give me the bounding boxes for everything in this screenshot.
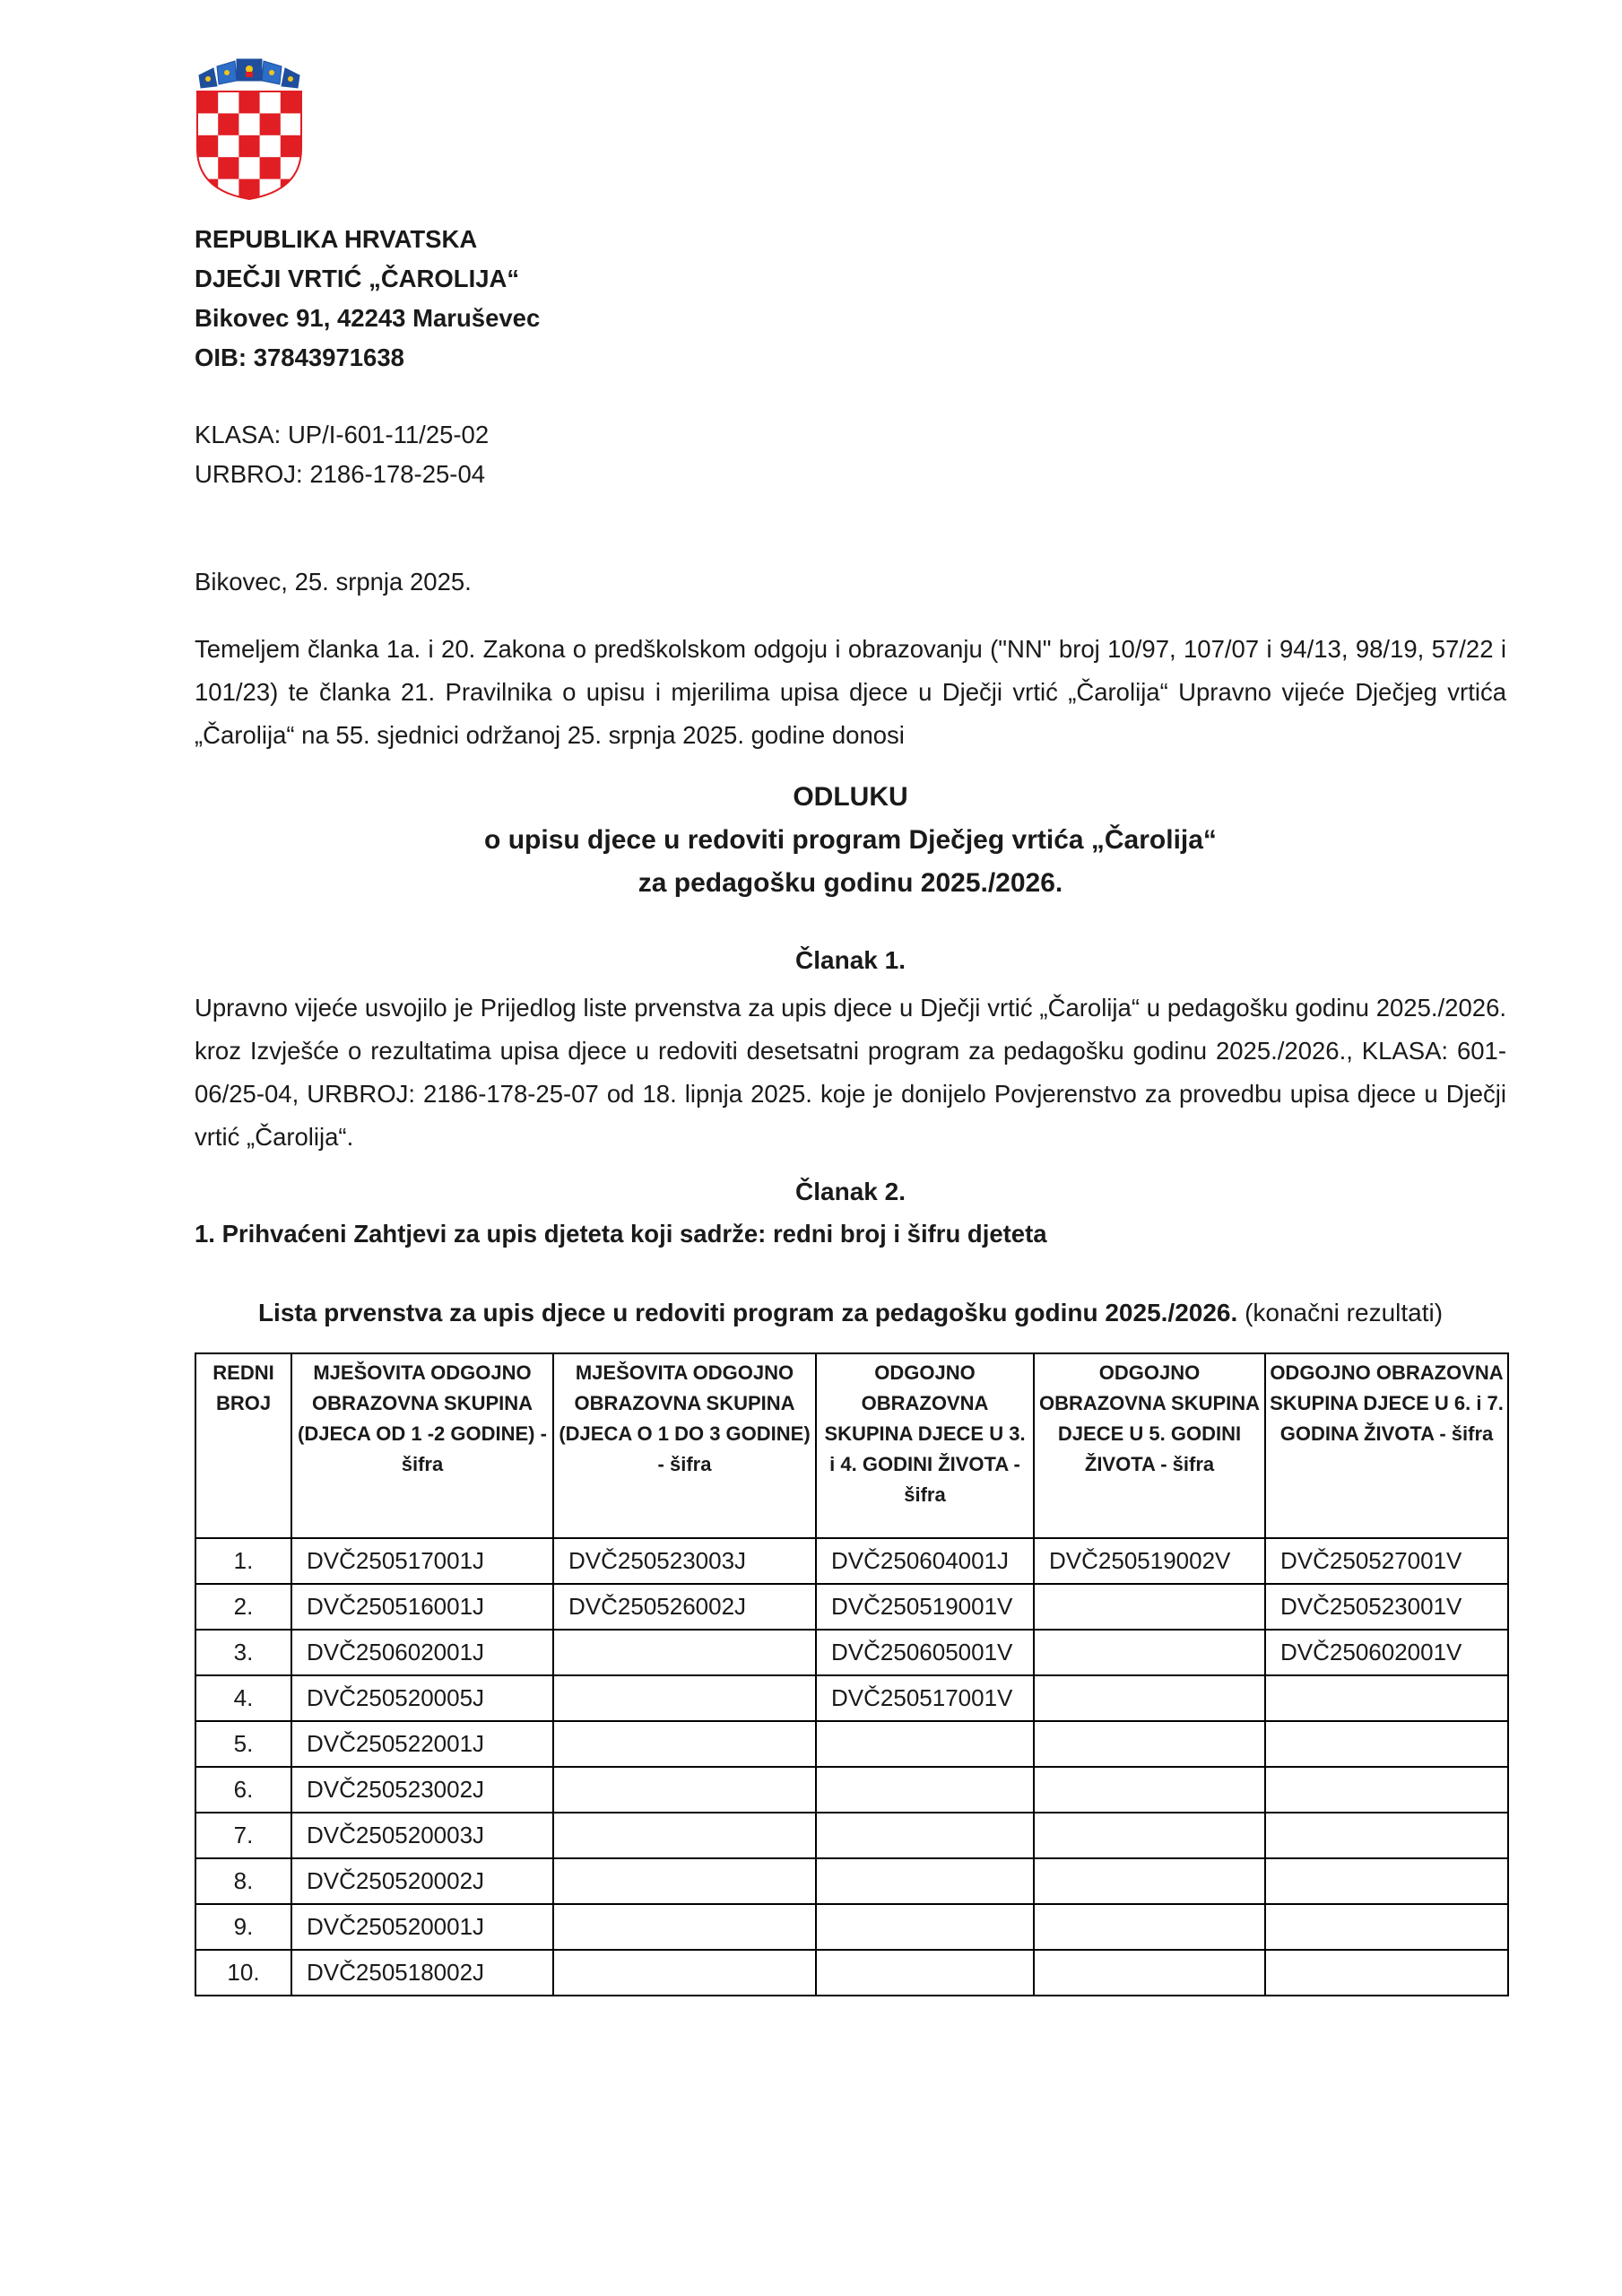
table-cell-ordinal: 8. <box>195 1858 291 1904</box>
list-title <box>195 1299 1506 1327</box>
table-cell: DVČ250523003J <box>553 1538 816 1584</box>
table-cell <box>1034 1721 1265 1767</box>
table-row <box>195 1630 1508 1675</box>
table-cell-ordinal: 7. <box>195 1813 291 1858</box>
table-cell-ordinal: 3. <box>195 1630 291 1675</box>
table-row <box>195 1950 1508 1996</box>
intro-paragraph <box>195 628 1506 757</box>
table-cell: DVČ250527001V <box>1265 1538 1508 1584</box>
table-cell-ordinal: 4. <box>195 1675 291 1721</box>
table-row <box>195 1584 1508 1630</box>
table-cell: DVČ250520005J <box>291 1675 553 1721</box>
table-cell <box>553 1721 816 1767</box>
table-cell <box>1265 1858 1508 1904</box>
table-cell-ordinal: 1. <box>195 1538 291 1584</box>
table-cell <box>1265 1675 1508 1721</box>
table-cell <box>1265 1904 1508 1950</box>
table-cell <box>1265 1813 1508 1858</box>
table-cell: DVČ250523001V <box>1265 1584 1508 1630</box>
decision-title-main: ODLUKU <box>793 782 908 812</box>
klasa-line: KLASA: UP/I-601-11/25-02 <box>195 421 490 448</box>
table-cell: DVČ250520001J <box>291 1904 553 1950</box>
institution-address: Bikovec 91, 42243 Maruševec <box>195 304 541 332</box>
table-cell <box>553 1904 816 1950</box>
croatian-coat-of-arms-icon <box>194 56 305 201</box>
intro-text: Temeljem članka 1a. i 20. Zakona o predškolskom odgoju i obrazovanju ("NN" broj 10/97, 107/07 i 94/13, 98/19, 57/22 i 101/23) te članka 21. Pravilnika o upisu i mjerilima upisa djece u Dječji vrtić „Čarolija“ Upravno vijeće Dječjeg vrtića „Čarolija“ na 55. sjednici održanoj 25. srpnja 2025. godine donosi <box>195 635 1506 749</box>
table-cell: DVČ250526002J <box>553 1584 816 1630</box>
table-cell-ordinal: 6. <box>195 1767 291 1813</box>
column-header-ordinal: REDNI BROJ <box>195 1353 291 1538</box>
table-cell <box>1034 1767 1265 1813</box>
table-cell: DVČ250602001J <box>291 1630 553 1675</box>
table-cell <box>553 1630 816 1675</box>
column-header-mixed-1-3: MJEŠOVITA ODGOJNO OBRAZOVNA SKUPINA (DJECA O 1 DO 3 GODINE) - šifra <box>553 1353 816 1538</box>
table-cell-ordinal: 5. <box>195 1721 291 1767</box>
table-row <box>195 1721 1508 1767</box>
table-cell <box>553 1950 816 1996</box>
table-cell-ordinal: 2. <box>195 1584 291 1630</box>
table-row <box>195 1904 1508 1950</box>
table-cell <box>1034 1858 1265 1904</box>
table-cell: DVČ250604001J <box>816 1538 1034 1584</box>
list-title-main: Lista prvenstva za upis djece u redoviti program za pedagošku godinu 2025./2026. <box>257 1299 1238 1326</box>
table-cell: DVČ250520003J <box>291 1813 553 1858</box>
table-cell-ordinal: 9. <box>195 1904 291 1950</box>
table-cell: DVČ250519002V <box>1034 1538 1265 1584</box>
table-cell <box>1034 1630 1265 1675</box>
table-row <box>195 1675 1508 1721</box>
priority-list-table <box>195 1352 1509 1996</box>
table-header-row <box>195 1353 1508 1538</box>
table-cell: DVČ250518002J <box>291 1950 553 1996</box>
decision-title-line2: o upisu djece u redoviti program Dječjeg vrtića „Čarolija“ <box>484 825 1217 855</box>
article2-heading: Članak 2. <box>795 1178 906 1205</box>
table-row <box>195 1858 1508 1904</box>
table-cell <box>553 1675 816 1721</box>
column-header-mixed-1-2: MJEŠOVITA ODGOJNO OBRAZOVNA SKUPINA (DJECA OD 1 -2 GODINE) - šifra <box>291 1353 553 1538</box>
article2-subheading: 1. Prihvaćeni Zahtjevi za upis djeteta koji sadrže: redni broj i šifru djeteta <box>195 1220 1047 1248</box>
table-row <box>195 1538 1508 1584</box>
table-cell <box>1034 1675 1265 1721</box>
decision-title <box>195 776 1506 905</box>
table-cell: DVČ250520002J <box>291 1858 553 1904</box>
table-cell <box>1034 1584 1265 1630</box>
table-cell <box>1034 1950 1265 1996</box>
reference-numbers <box>195 415 489 494</box>
decision-title-line3: za pedagošku godinu 2025./2026. <box>638 868 1063 898</box>
table-cell <box>816 1950 1034 1996</box>
table-cell <box>1265 1950 1508 1996</box>
table-cell <box>816 1813 1034 1858</box>
table-cell <box>1034 1904 1265 1950</box>
table-cell <box>553 1858 816 1904</box>
article1-body: Upravno vijeće usvojilo je Prijedlog liste prvenstva za upis djece u Dječji vrtić „Čarolija“ u pedagošku godinu 2025./2026. kroz Izvješće o rezultatima upisa djece u redoviti desetsatni program za pedagošku godinu 2025./2026., KLASA: 601-06/25-04, URBROJ: 2186-178-25-07 od 18. lipnja 2025. koje je donijelo Povjerenstvo za provedbu upisa djece u Dječji vrtić „Čarolija“. <box>195 994 1506 1151</box>
country-name: REPUBLIKA HRVATSKA <box>195 225 478 253</box>
table-cell: DVČ250519001V <box>816 1584 1034 1630</box>
urbroj-line: URBROJ: 2186-178-25-04 <box>195 460 486 488</box>
institution-name: DJEČJI VRTIĆ „ČAROLIJA“ <box>195 265 520 292</box>
table-cell <box>553 1767 816 1813</box>
date-line: Bikovec, 25. srpnja 2025. <box>195 568 472 596</box>
table-cell: DVČ250605001V <box>816 1630 1034 1675</box>
table-cell <box>816 1767 1034 1813</box>
table-cell <box>1265 1767 1508 1813</box>
table-cell <box>1265 1721 1508 1767</box>
article1-heading: Članak 1. <box>795 946 906 974</box>
table-cell: DVČ250516001J <box>291 1584 553 1630</box>
table-row <box>195 1813 1508 1858</box>
table-cell <box>816 1858 1034 1904</box>
table-cell-ordinal: 10. <box>195 1950 291 1996</box>
table-cell: DVČ250523002J <box>291 1767 553 1813</box>
list-title-note: (konačni rezultati) <box>1245 1299 1444 1326</box>
column-header-age-6-7: ODGOJNO OBRAZOVNA SKUPINA DJECE U 6. i 7. GODINA ŽIVOTA - šifra <box>1265 1353 1508 1538</box>
table-cell <box>1034 1813 1265 1858</box>
column-header-age-5: ODGOJNO OBRAZOVNA SKUPINA DJECE U 5. GODINI ŽIVOTA - šifra <box>1034 1353 1265 1538</box>
table-cell: DVČ250522001J <box>291 1721 553 1767</box>
table-cell <box>816 1721 1034 1767</box>
table-row <box>195 1767 1508 1813</box>
table-cell <box>816 1904 1034 1950</box>
institution-oib: OIB: 37843971638 <box>195 344 404 371</box>
column-header-age-3-4: ODGOJNO OBRAZOVNA SKUPINA DJECE U 3. i 4. GODINI ŽIVOTA - šifra <box>816 1353 1034 1538</box>
table-cell: DVČ250602001V <box>1265 1630 1508 1675</box>
institution-header <box>195 220 540 378</box>
table-cell: DVČ250517001V <box>816 1675 1034 1721</box>
table-cell <box>553 1813 816 1858</box>
table-cell: DVČ250517001J <box>291 1538 553 1584</box>
